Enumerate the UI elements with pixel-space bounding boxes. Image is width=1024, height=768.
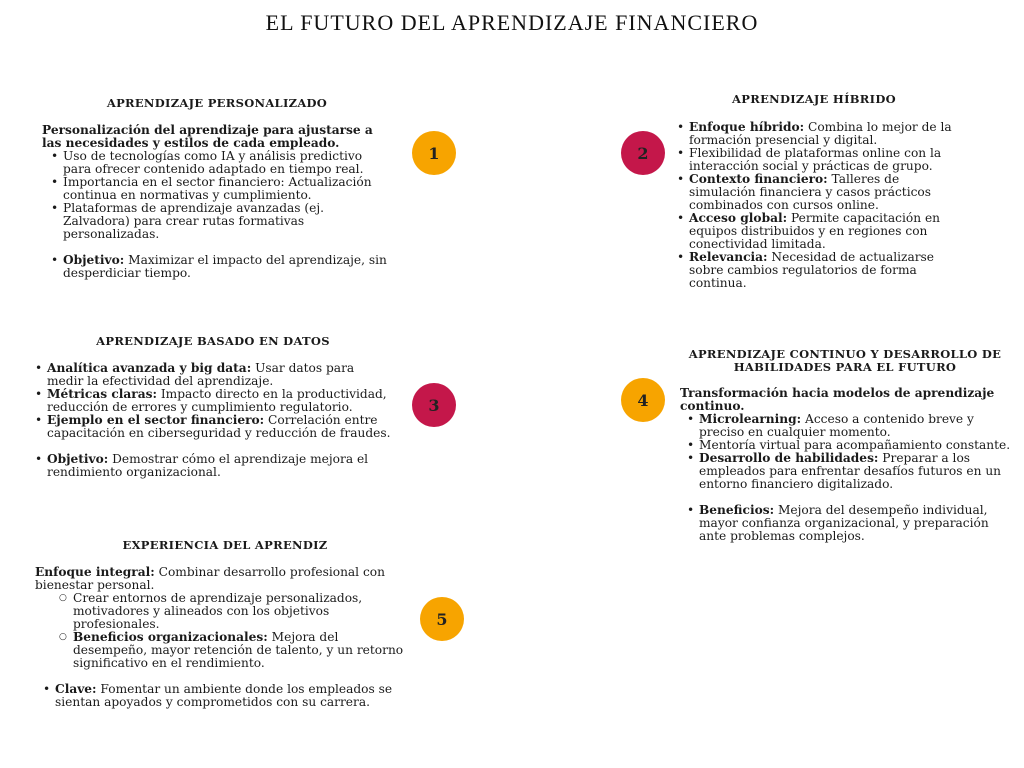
- list-item: [57, 592, 415, 631]
- bullet-list: [32, 453, 394, 479]
- page-title: EL FUTURO DEL APRENDIZAJE FINANCIERO: [265, 10, 759, 35]
- item-label: Enfoque híbrido:: [689, 120, 805, 134]
- item-label: Métricas claras:: [47, 387, 157, 401]
- bullet-list: [48, 254, 392, 280]
- section-learner-experience: [35, 539, 415, 709]
- item-label: Clave:: [55, 682, 97, 696]
- list-item: [32, 453, 394, 479]
- item-label: Acceso global:: [689, 211, 788, 225]
- item-label: Enfoque integral:: [35, 565, 155, 579]
- section-hybrid-learning: [674, 93, 964, 290]
- bullet-list: [32, 362, 394, 440]
- bullet-list: [684, 504, 1014, 543]
- list-item: [40, 683, 415, 709]
- number-badge-1: 1: [412, 131, 456, 175]
- section-heading: APRENDIZAJE HÍBRIDO: [732, 92, 896, 106]
- number-badge-2: 2: [621, 131, 665, 175]
- section-intro: Transformación hacia modelos de aprendizaje continuo.: [680, 386, 995, 413]
- section-heading: EXPERIENCIA DEL APRENDIZ: [122, 538, 328, 552]
- item-text: Talleres de simulación financiera y casos prácticos combinados con cursos online.: [689, 172, 932, 212]
- list-item: • Plataformas de aprendizaje avanzadas (ej. Zalvadora) para crear rutas formativas personalizadas.: [48, 202, 392, 241]
- list-item: [684, 452, 1014, 491]
- list-item: [32, 388, 394, 414]
- number-badge-5: 5: [420, 597, 464, 641]
- item-label: Analítica avanzada y big data:: [47, 361, 252, 375]
- list-item: [674, 251, 964, 290]
- item-text: Maximizar el impacto del aprendizaje, sin desperdiciar tiempo.: [63, 253, 387, 280]
- section-continuous-learning: [680, 348, 1014, 543]
- list-item: [32, 414, 394, 440]
- item-text: Crear entornos de aprendizaje personalizados, motivadores y alineados con los objetivos profesionales.: [73, 591, 363, 631]
- list-item: • Uso de tecnologías como IA y análisis predictivo para ofrecer contenido adaptado en tiempo real.: [48, 150, 392, 176]
- list-item: [674, 212, 964, 251]
- section-heading: APRENDIZAJE CONTINUO Y DESARROLLO DE HABILIDADES PARA EL FUTURO: [688, 347, 1002, 374]
- section-intro: Personalización del aprendizaje para ajustarse a las necesidades y estilos de cada empleado.: [42, 123, 373, 150]
- item-text: Necesidad de actualizarse sobre cambios regulatorios de forma continua.: [689, 250, 935, 290]
- list-item: [684, 504, 1014, 543]
- item-label: Desarrollo de habilidades:: [699, 451, 879, 465]
- item-text: Fomentar un ambiente donde los empleados se sientan apoyados y comprometidos con su carrera.: [55, 682, 393, 709]
- item-text: Mejora del desempeño individual, mayor confianza organizacional, y preparación ante problemas complejos.: [699, 503, 989, 543]
- item-text: Combina lo mejor de la formación presencial y digital.: [689, 120, 952, 147]
- section-personalized-learning: [42, 97, 392, 280]
- sub-bullet-list: [57, 592, 415, 670]
- item-label: Beneficios organizacionales:: [73, 630, 268, 644]
- item-text: Permite capacitación en equipos distribuidos y en regiones con conectividad limitada.: [689, 211, 941, 251]
- item-text: Preparar a los empleados para enfrentar desafíos futuros en un entorno financiero digitalizado.: [699, 451, 1002, 491]
- list-item: [674, 147, 964, 173]
- item-label: Objetivo:: [63, 253, 125, 267]
- item-label: Ejemplo en el sector financiero:: [47, 413, 265, 427]
- number-badge-3: 3: [412, 383, 456, 427]
- number-badge-4: 4: [621, 378, 665, 422]
- list-item: [684, 413, 1014, 439]
- item-text: Correlación entre capacitación en ciberseguridad y reducción de fraudes.: [47, 413, 391, 440]
- section-data-driven-learning: [32, 335, 394, 479]
- item-text: Usar datos para medir la efectividad del aprendizaje.: [47, 361, 355, 388]
- list-item: [674, 173, 964, 212]
- list-item: [57, 631, 415, 670]
- list-item: [32, 362, 394, 388]
- item-label: Microlearning:: [699, 412, 802, 426]
- section-heading: APRENDIZAJE PERSONALIZADO: [106, 96, 328, 110]
- item-text: Impacto directo en la productividad, reducción de errores y cumplimiento regulatorio.: [47, 387, 387, 414]
- section-intro: [35, 566, 415, 592]
- item-text: Acceso a contenido breve y preciso en cualquier momento.: [699, 412, 974, 439]
- item-label: Objetivo:: [47, 452, 109, 466]
- list-item: • Importancia en el sector financiero: Actualización continua en normativas y cumplimiento.: [48, 176, 392, 202]
- item-text: Mejora del desempeño, mayor retención de talento, y un retorno significativo en el rendimiento.: [73, 630, 404, 670]
- item-text: Mentoría virtual para acompañamiento constante.: [699, 438, 1011, 452]
- item-text: Combinar desarrollo profesional con bienestar personal.: [35, 565, 385, 592]
- bullet-list: [40, 683, 415, 709]
- item-label: Relevancia:: [689, 250, 768, 264]
- item-label: Contexto financiero:: [689, 172, 828, 186]
- list-item: [48, 254, 392, 280]
- bullet-list: [48, 150, 392, 241]
- item-text: Flexibilidad de plataformas online con la interacción social y prácticas de grupo.: [689, 146, 942, 173]
- bullet-list: [674, 121, 964, 290]
- list-item: [674, 121, 964, 147]
- item-label: Beneficios:: [699, 503, 775, 517]
- item-text: Demostrar cómo el aprendizaje mejora el rendimiento organizacional.: [47, 452, 369, 479]
- bullet-list: [684, 413, 1014, 491]
- section-heading: APRENDIZAJE BASADO EN DATOS: [96, 334, 330, 348]
